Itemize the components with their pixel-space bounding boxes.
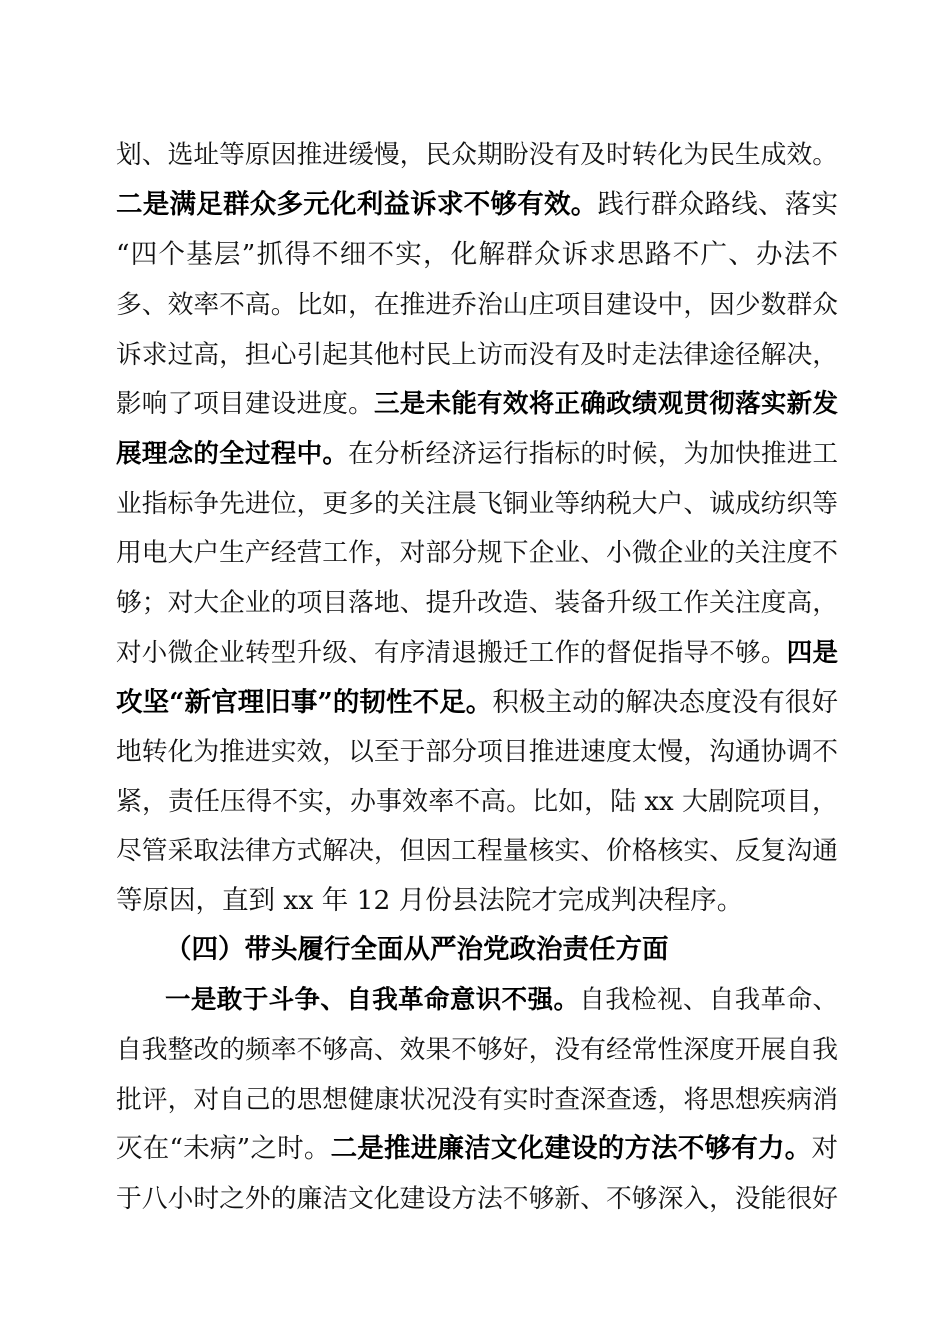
text-run: 对 [811, 1133, 838, 1164]
text-run: 自我检视、自我革命、 [579, 985, 838, 1015]
paragraph-line [116, 285, 838, 325]
text-run: 用电大户生产经营工作，对部分规下企业、小微企业的关注度不 [116, 538, 838, 568]
bold-heading-run: 展理念的全过程中。 [116, 439, 349, 469]
text-run: 够；对大企业的项目落地、提升改造、装备升级工作关注度高， [116, 588, 838, 618]
paragraph-line [116, 1179, 838, 1219]
paragraph-line [116, 683, 838, 723]
text-run: 于八小时之外的廉洁文化建设方法不够新、不够深入，没能很好 [116, 1184, 838, 1214]
text-run: 多、效率不高。比如，在推进乔治山庄项目建设中，因少数群众 [116, 290, 838, 320]
text-run: 紧，责任压得不实，办事效率不高。比如，陆 xx 大剧院项目， [116, 787, 838, 817]
paragraph-line [116, 484, 838, 524]
paragraph-line [116, 1030, 838, 1070]
text-run: 对小微企业转型升级、有序清退搬迁工作的督促指导不够。 [116, 638, 787, 668]
paragraph-line [116, 135, 838, 175]
paragraph-line [116, 732, 838, 772]
bold-heading-run: 一是敢于斗争、自我革命意识不强。 [165, 985, 580, 1015]
paragraph-line [116, 1129, 838, 1169]
paragraph-line [116, 434, 838, 474]
paragraph-line [116, 185, 838, 225]
paragraph-line [116, 384, 838, 424]
paragraph-line-last [116, 881, 838, 921]
text-run: 业指标争先进位，更多的关注晨飞铜业等纳税大户、诚成纺织等 [116, 489, 838, 519]
text-run: 诉求过高，担心引起其他村民上访而没有及时走法律途径解决， [116, 340, 838, 370]
bold-heading-run: 四是 [786, 638, 838, 668]
bold-heading-run: 攻坚“新官理旧事”的韧性不足。 [116, 687, 493, 718]
text-run: 划、选址等原因推进缓慢，民众期盼没有及时转化为民生成效。 [116, 140, 838, 170]
paragraph-line [116, 831, 838, 871]
paragraph-line [116, 1080, 838, 1120]
bold-heading-run: 三是未能有效将正确政绩观贯彻落实新发 [373, 389, 838, 419]
bold-heading-run: 二是满足群众多元化利益诉求不够有效。 [116, 189, 598, 220]
text-run: 在分析经济运行指标的时候，为加快推进工 [348, 439, 838, 469]
text-run: 尽管采取法律方式解决，但因工程量核实、价格核实、反复沟通 [116, 836, 838, 866]
bold-heading-run: 二是推进廉洁文化建设的方法不够有力。 [330, 1133, 812, 1164]
text-run: 等原因，直到 xx 年 12 月份县法院才完成判决程序。 [116, 885, 744, 916]
text-run: 积极主动的解决态度没有很好 [492, 687, 838, 718]
paragraph-line [116, 583, 838, 623]
text-run: 灭在“未病”之时。 [116, 1133, 331, 1164]
paragraph-line [116, 235, 838, 275]
text-run: 地转化为推进实效，以至于部分项目推进速度太慢，沟通协调不 [116, 737, 838, 767]
text-run: 批评，对自己的思想健康状况没有实时查深查透，将思想疾病消 [116, 1085, 838, 1115]
text-run: 自我整改的频率不够高、效果不够好，没有经常性深度开展自我 [116, 1035, 838, 1065]
section-heading-text: （四）带头履行全面从严治党政治责任方面 [165, 934, 669, 965]
paragraph-line [116, 782, 838, 822]
text-run: 践行群众路线、落实 [597, 189, 838, 220]
paragraph-line [116, 335, 838, 375]
paragraph-line [116, 533, 838, 573]
paragraph-line-first [165, 980, 838, 1020]
paragraph-line [116, 633, 838, 673]
text-run: “四个基层”抓得不细不实，化解群众诉求思路不广、办法不 [116, 239, 838, 270]
text-run: 影响了项目建设进度。 [116, 389, 374, 419]
section-heading [165, 930, 838, 970]
